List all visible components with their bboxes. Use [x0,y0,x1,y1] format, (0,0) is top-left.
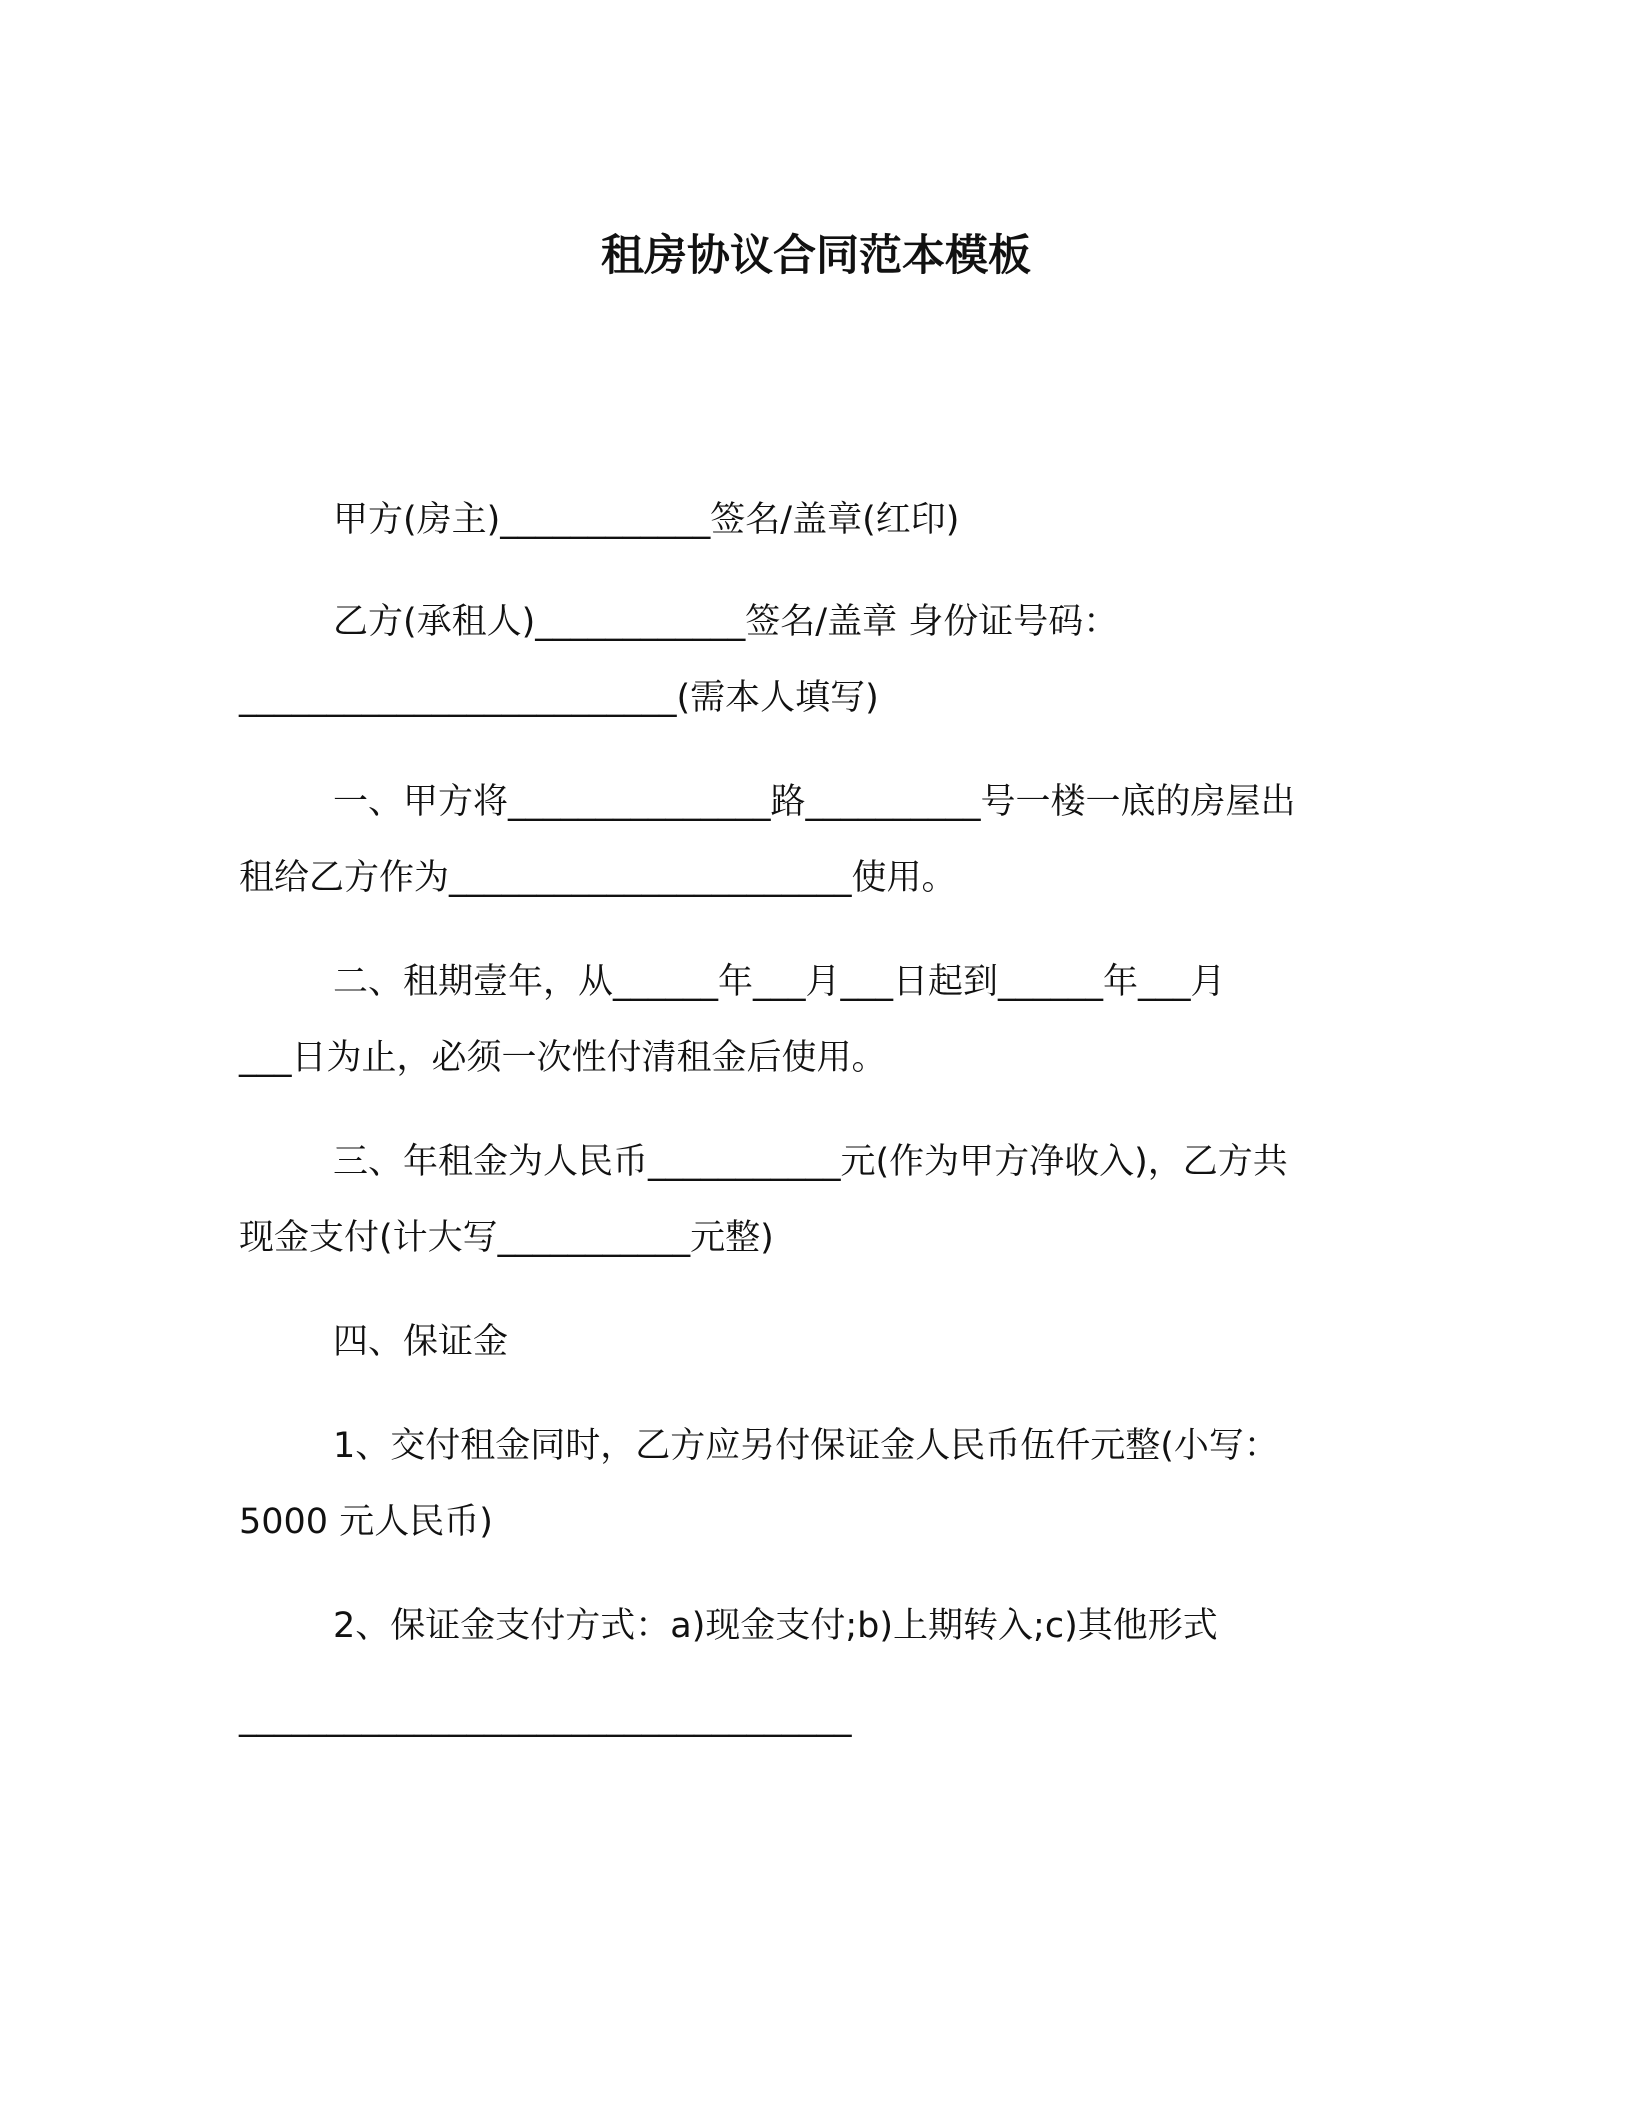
party-b-id-line: _________________________(需本人填写) [239,678,879,718]
deposit-item-2-blank-line: ___________________________________ [239,1698,852,1738]
clause-2-line-1: 二、租期壹年，从______年___月___日起到______年___月 [333,962,1226,1002]
deposit-item-2-line-1: 2、保证金支付方式：a)现金支付;b)上期转入;c)其他形式 [333,1606,1218,1646]
party-b-line: 乙方(承租人)____________签名/盖章 身份证号码： [333,602,1119,642]
clause-2-line-2: ___日为止，必须一次性付清租金后使用。 [239,1038,887,1078]
deposit-item-1-line-2: 5000 元人民币) [239,1502,493,1542]
clause-1-line-2: 租给乙方作为_______________________使用。 [239,858,957,898]
deposit-item-1-line-1: 1、交付租金同时，乙方应另付保证金人民币伍仟元整(小写： [333,1426,1279,1466]
clause-3-line-2: 现金支付(计大写___________元整) [239,1218,774,1258]
party-a-line: 甲方(房主)____________签名/盖章(红印) [333,500,960,540]
document-title: 租房协议合同范本模板 [601,231,1031,281]
clause-4-heading: 四、保证金 [333,1322,509,1362]
clause-3-line-1: 三、年租金为人民币___________元(作为甲方净收入)，乙方共 [333,1142,1288,1182]
clause-1-line-1: 一、甲方将_______________路__________号一楼一底的房屋出 [333,782,1296,822]
